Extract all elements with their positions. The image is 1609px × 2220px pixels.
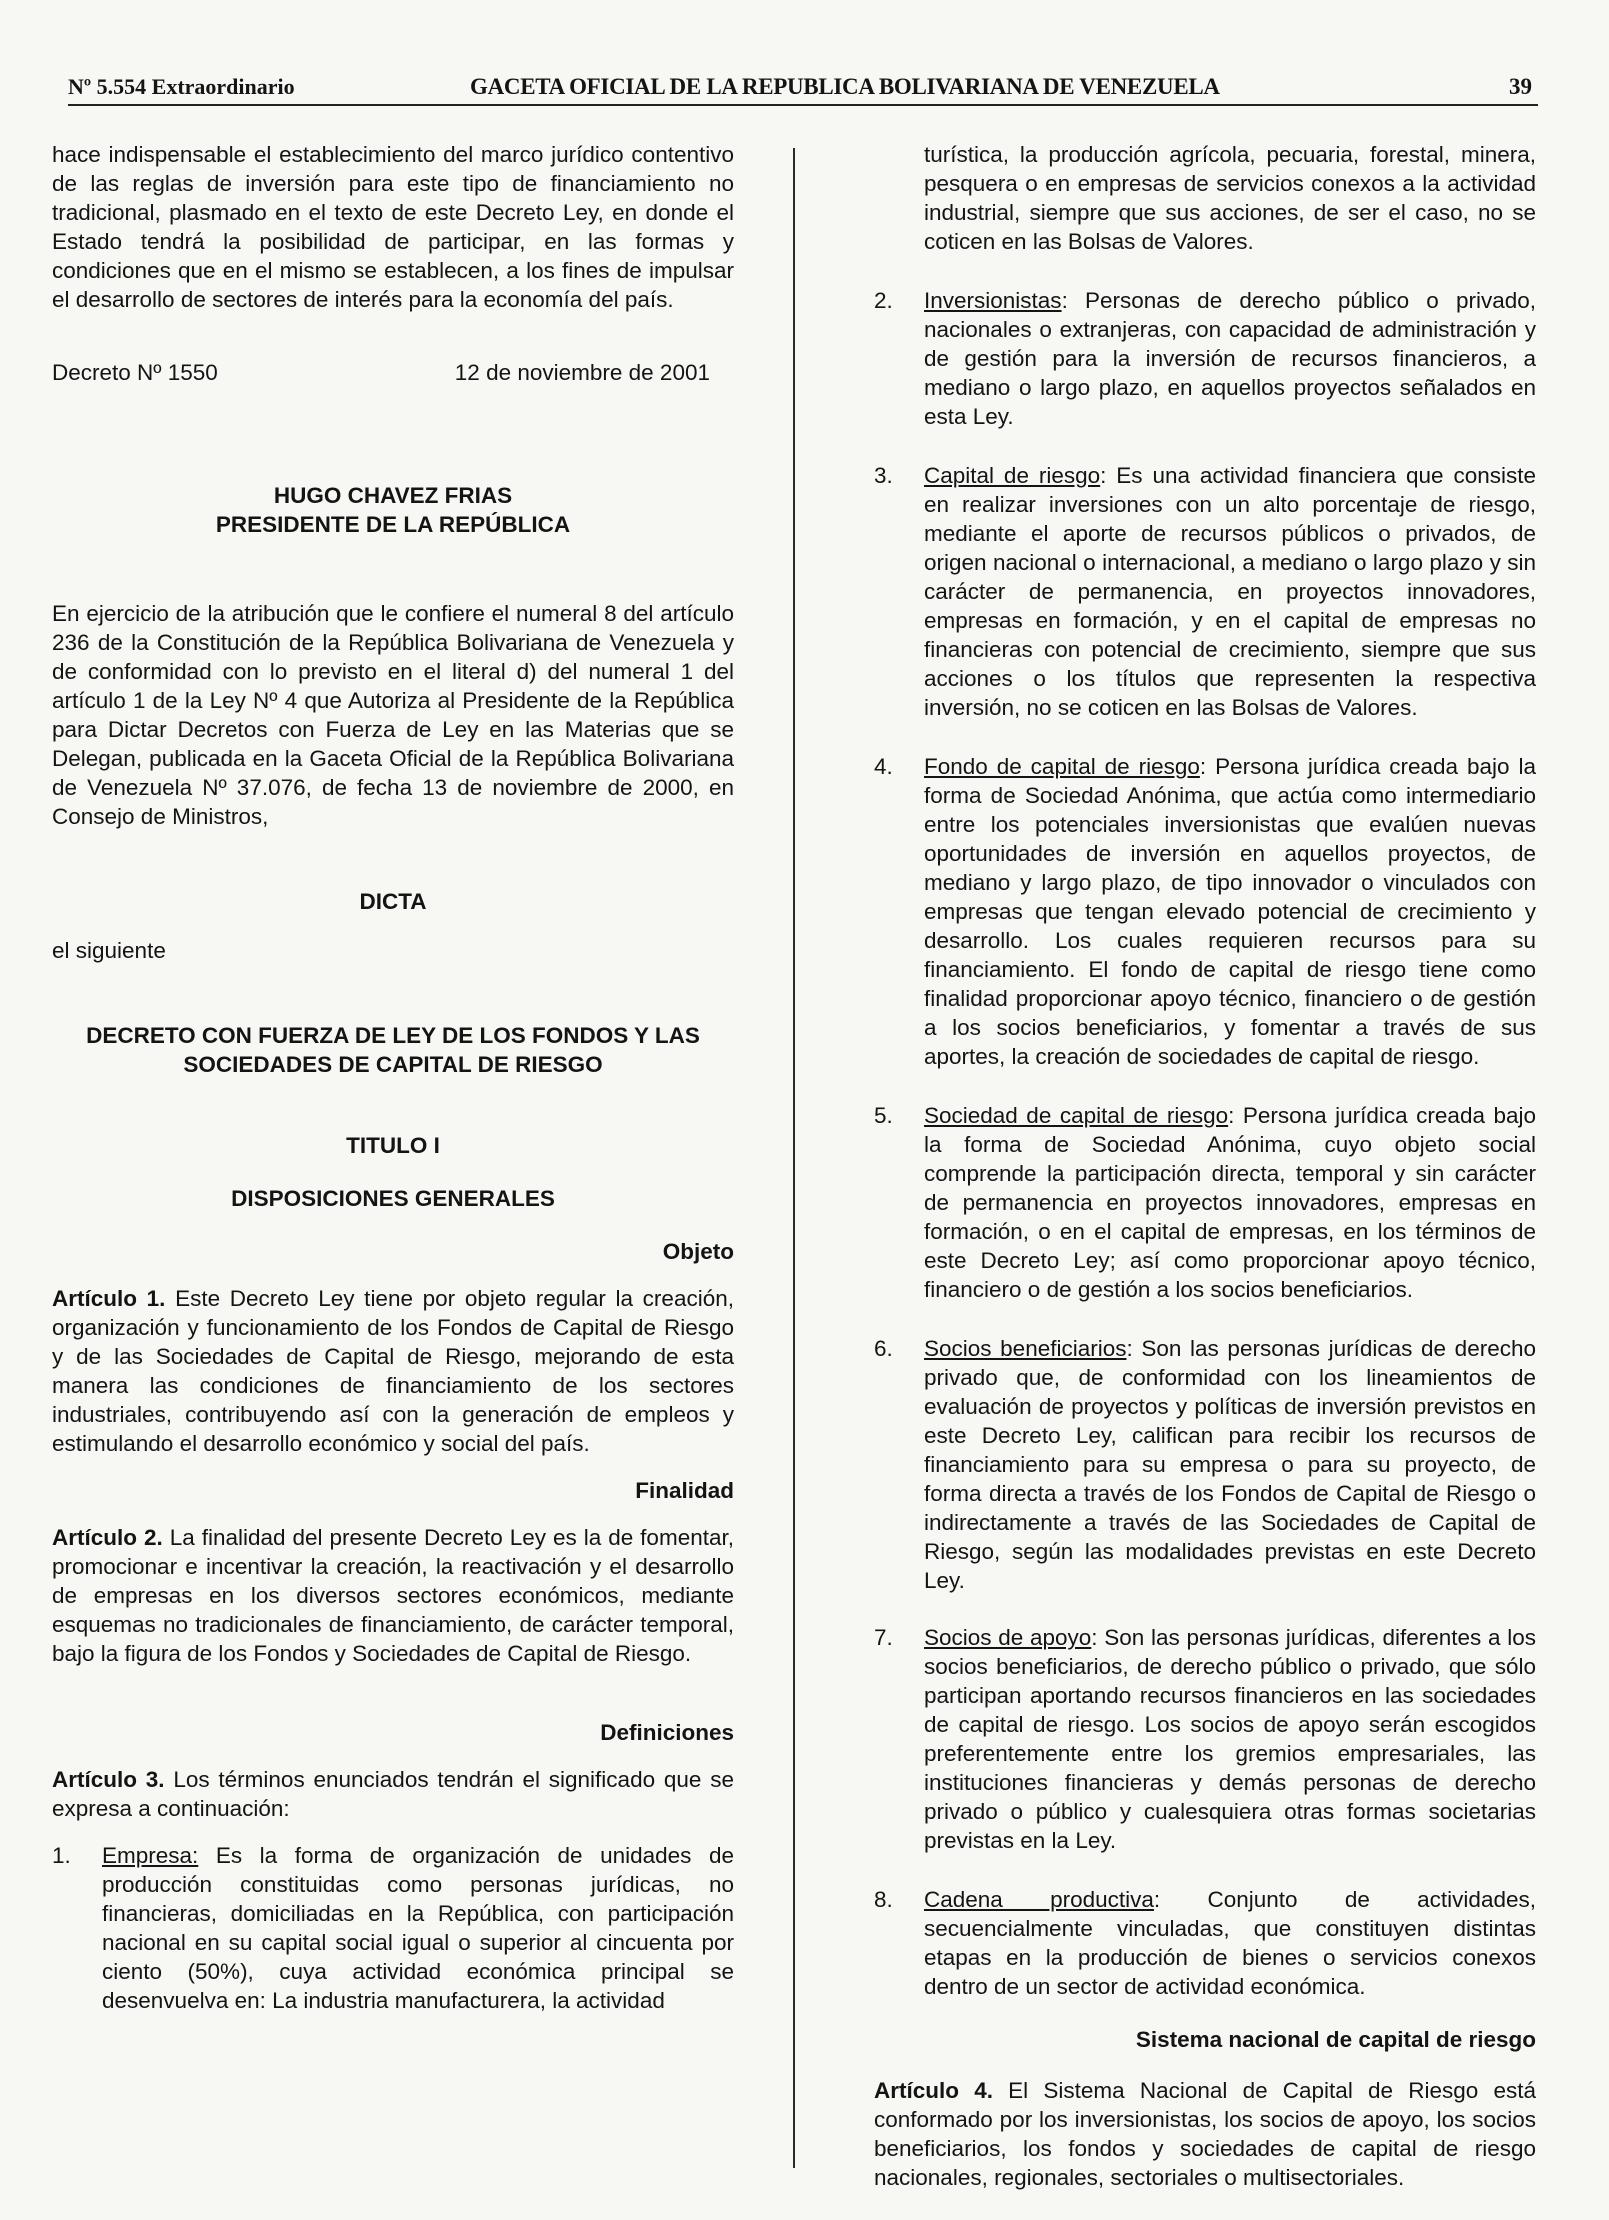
law-title-line-1: DECRETO CON FUERZA DE LEY DE LOS FONDOS Y LAS: [86, 1023, 700, 1048]
decree-date: 12 de noviembre de 2001: [454, 360, 710, 385]
article-1: [52, 1284, 734, 1458]
article-4-text: El Sistema Nacional de Capital de Riesgo está conformado por los inversionistas, los socios de apoyo, los socios beneficiarios, los fondos y sociedades de capital de riesgo nacionales, regionales, sectoriales o multisectoriales.: [874, 2078, 1536, 2190]
definition-body: [924, 1623, 1536, 1855]
definition-separator: :: [1199, 754, 1207, 779]
definition-number: 4.: [874, 754, 893, 779]
president-title: PRESIDENTE DE LA REPÚBLICA: [215, 512, 571, 537]
article-2: [52, 1523, 734, 1668]
definition-item: [874, 1101, 1536, 1304]
definition-term: Socios de apoyo: [924, 1625, 1092, 1650]
definition-text: Conjunto de actividades, secuencialmente vinculadas, que constituyen distintas etapas en la producción de bienes o servicios conexos dentro de un sector de actividad económica.: [924, 1887, 1536, 1999]
gazette-title: GACETA OFICIAL DE LA REPUBLICA BOLIVARIANA DE VENEZUELA: [470, 74, 1220, 99]
page-number: 39: [1509, 74, 1532, 99]
disposiciones-heading: DISPOSICIONES GENERALES: [231, 1186, 555, 1211]
definition-number: 2.: [874, 288, 893, 313]
definition-body: [924, 461, 1536, 722]
definition-term: Socios beneficiarios: [924, 1336, 1127, 1361]
definition-item: [874, 286, 1536, 431]
article-3-label: Artículo 3.: [52, 1767, 165, 1792]
article-4: [874, 2076, 1536, 2192]
definition-number: 5.: [874, 1103, 893, 1128]
definition-separator: :: [1100, 463, 1107, 488]
definition-item: [874, 461, 1536, 722]
definition-separator: :: [1126, 1336, 1133, 1361]
dicta-heading: DICTA: [359, 889, 427, 914]
definition-term: Capital de riesgo: [924, 463, 1101, 488]
definition-body: [924, 1334, 1536, 1595]
definition-text: Persona jurídica creada bajo la forma de Sociedad Anónima, cuyo objeto social comprende la participación directa, temporal y sin carácter de permanencia en proyectos innovadores, empresas en formación, o en el capital de empresas, en los términos de este Decreto Ley; así como proporcionar apoyo técnico, financiero o de gestión a los socios beneficiarios.: [924, 1103, 1536, 1302]
finalidad-heading: Finalidad: [635, 1478, 734, 1503]
definition-text: Son las personas jurídicas, diferentes a los socios beneficiarios, de derecho público o privado, que sólo participan aportando recursos financieros en las sociedades de capital de riesgo. Los socios de apoyo serán escogidos preferentemente entre los gremios empresariales, las instituciones financieras y demás personas de derecho privado o público y cualesquiera otras formas societarias previstas en la Ley.: [924, 1625, 1537, 1853]
definition-text: Es una actividad financiera que consiste en realizar inversiones con un alto porcentaje de riesgo, mediante el aporte de recursos públicos o privados, de origen nacional o internacional, a mediano o largo plazo y sin carácter de permanencia, en proyectos innovadores, empresas en formación, y en el capital de empresas no financieras con potencial de crecimiento, siempre que sus acciones o los títulos que representen la respectiva inversión, no se coticen en las Bolsas de Valores.: [924, 463, 1536, 720]
definition-number: 6.: [874, 1336, 893, 1361]
definition-body: [924, 1101, 1536, 1304]
decree-info-row: [52, 358, 710, 387]
definition-number: 3.: [874, 463, 893, 488]
definition-body: [924, 752, 1536, 1071]
definiciones-heading: Definiciones: [600, 1720, 734, 1745]
issue-number: Nº 5.554 Extraordinario: [68, 74, 295, 99]
page-header: [68, 70, 1538, 106]
definition-1: [52, 1841, 734, 2015]
article-1-text: Este Decreto Ley tiene por objeto regular la creación, organización y funcionamiento de los Fondos de Capital de Riesgo y de las Sociedades de Capital de Riesgo, mejorando de esta manera las condiciones de financiamiento de los sectores industriales, contribuyendo así con la generación de empleos y estimulando el desarrollo económico y social del país.: [52, 1286, 734, 1456]
definition-number: 7.: [874, 1625, 893, 1650]
definition-number: 8.: [874, 1887, 893, 1912]
definition-term: Inversionistas: [924, 288, 1062, 313]
titulo-heading: TITULO I: [346, 1133, 440, 1158]
definition-item: [874, 1885, 1536, 2001]
definition-body: [924, 286, 1536, 431]
definition-term: Empresa:: [102, 1843, 199, 1868]
definition-term: Cadena productiva: [924, 1887, 1154, 1912]
definition-text: Persona jurídica creada bajo la forma de Sociedad Anónima, que actúa como intermediario entre los potenciales inversionistas que evalúen nuevas oportunidades de inversión en aquellos proyectos, de mediano y largo plazo, de tipo innovador o vinculados con empresas que tengan elevado potencial de crecimiento y desarrollo. Los cuales requieren recursos para su financiamiento. El fondo de capital de riesgo tiene como finalidad proporcionar apoyo técnico, financiero o de gestión a los socios beneficiarios, y fomentar a través de sus aportes, la creación de sociedades de capital de riesgo.: [924, 754, 1536, 1069]
definition-item: [874, 752, 1536, 1071]
objeto-heading: Objeto: [662, 1239, 734, 1264]
definition-text: Es la forma de organización de unidades de producción constituidas como personas jurídicas, no financieras, domiciliadas en la República, con participación nacional en su capital social igual o superior al cincuenta por ciento (50%), cuya actividad económica principal se desenvuelva en: La industria manufacturera, la actividad: [102, 1843, 734, 2013]
preamble-paragraph: En ejercicio de la atribución que le confiere el numeral 8 del artículo 236 de la Constitución de la República Bolivariana de Venezuela y de conformidad con lo previsto en el literal d) del numeral 1 del artículo 1 de la Ley Nº 4 que Autoriza al Presidente de la República para Dictar Decretos con Fuerza de Ley en las Materias que se Delegan, publicada en la Gaceta Oficial de la República Bolivariana de Venezuela Nº 37.076, de fecha 13 de noviembre de 2000, en Consejo de Ministros,: [52, 601, 734, 829]
definition-body: [102, 1841, 734, 2015]
definition-separator: :: [1228, 1103, 1235, 1128]
decree-number: Decreto Nº 1550: [52, 360, 218, 385]
right-column: [874, 140, 1536, 2192]
left-column: [52, 140, 734, 2015]
definition-separator: :: [1153, 1887, 1161, 1912]
article-2-text: La finalidad del presente Decreto Ley es la de fomentar, promocionar e incentivar la creación, la reactivación y el desarrollo de empresas en los diversos sectores económicos, mediante esquemas no tradicionales de financiamiento, de carácter temporal, bajo la figura de los Fondos y Sociedades de Capital de Riesgo.: [52, 1525, 734, 1666]
definition-term: Fondo de capital de riesgo: [924, 754, 1200, 779]
definition-text: Son las personas jurídicas de derecho privado que, de conformidad con los lineamientos de evaluación de proyectos y políticas de inversión previstos en este Decreto Ley, califican para recibir los recursos de financiamiento para su empresa o para su proyecto, de forma directa a través de los Fondos de Capital de Riesgo o indirectamente a través de las Sociedades de Capital de Riesgo, según las modalidades previstas en este Decreto Ley.: [924, 1336, 1536, 1593]
el-siguiente-text: el siguiente: [52, 938, 166, 963]
column-divider: [793, 148, 795, 2168]
definition-item: [874, 1623, 1536, 1855]
definitions-list: [874, 286, 1536, 2001]
definition-body: [924, 1885, 1536, 2001]
definition-text: Personas de derecho público o privado, nacionales o extranjeras, con capacidad de administración y de gestión para la inversión de recursos financieros, a mediano o largo plazo, en aquellos proyectos señalados en esta Ley.: [924, 288, 1536, 429]
sistema-heading: Sistema nacional de capital de riesgo: [1135, 2027, 1536, 2052]
definition-separator: :: [1091, 1625, 1098, 1650]
president-name: HUGO CHAVEZ FRIAS: [273, 483, 513, 508]
article-3: [52, 1765, 734, 1823]
article-4-label: Artículo 4.: [874, 2078, 993, 2103]
definition-term: Sociedad de capital de riesgo: [924, 1103, 1229, 1128]
law-title-line-2: SOCIEDADES DE CAPITAL DE RIESGO: [183, 1052, 603, 1077]
intro-paragraph: hace indispensable el establecimiento del marco jurídico contentivo de las reglas de inversión para este tipo de financiamiento no tradicional, plasmado en el texto de este Decreto Ley, en donde el Estado tendrá la posibilidad de participar, en las formas y condiciones que en el mismo se establecen, a los fines de impulsar el desarrollo de sectores de interés para la economía del país.: [52, 142, 734, 312]
article-1-label: Artículo 1.: [52, 1286, 166, 1311]
president-block: [52, 481, 734, 539]
article-3-text: Los términos enunciados tendrán el significado que se expresa a continuación:: [52, 1767, 734, 1821]
definition-number: 1.: [52, 1843, 71, 1868]
definition-item: [874, 1334, 1536, 1595]
definition-separator: :: [1061, 288, 1068, 313]
article-2-label: Artículo 2.: [52, 1525, 163, 1550]
definition-1-continuation: turística, la producción agrícola, pecuaria, forestal, minera, pesquera o en empresas de servicios conexos a la actividad industrial, siempre que sus acciones, de ser el caso, no se coticen en las Bolsas de Valores.: [924, 142, 1536, 254]
law-title: [52, 1021, 734, 1079]
